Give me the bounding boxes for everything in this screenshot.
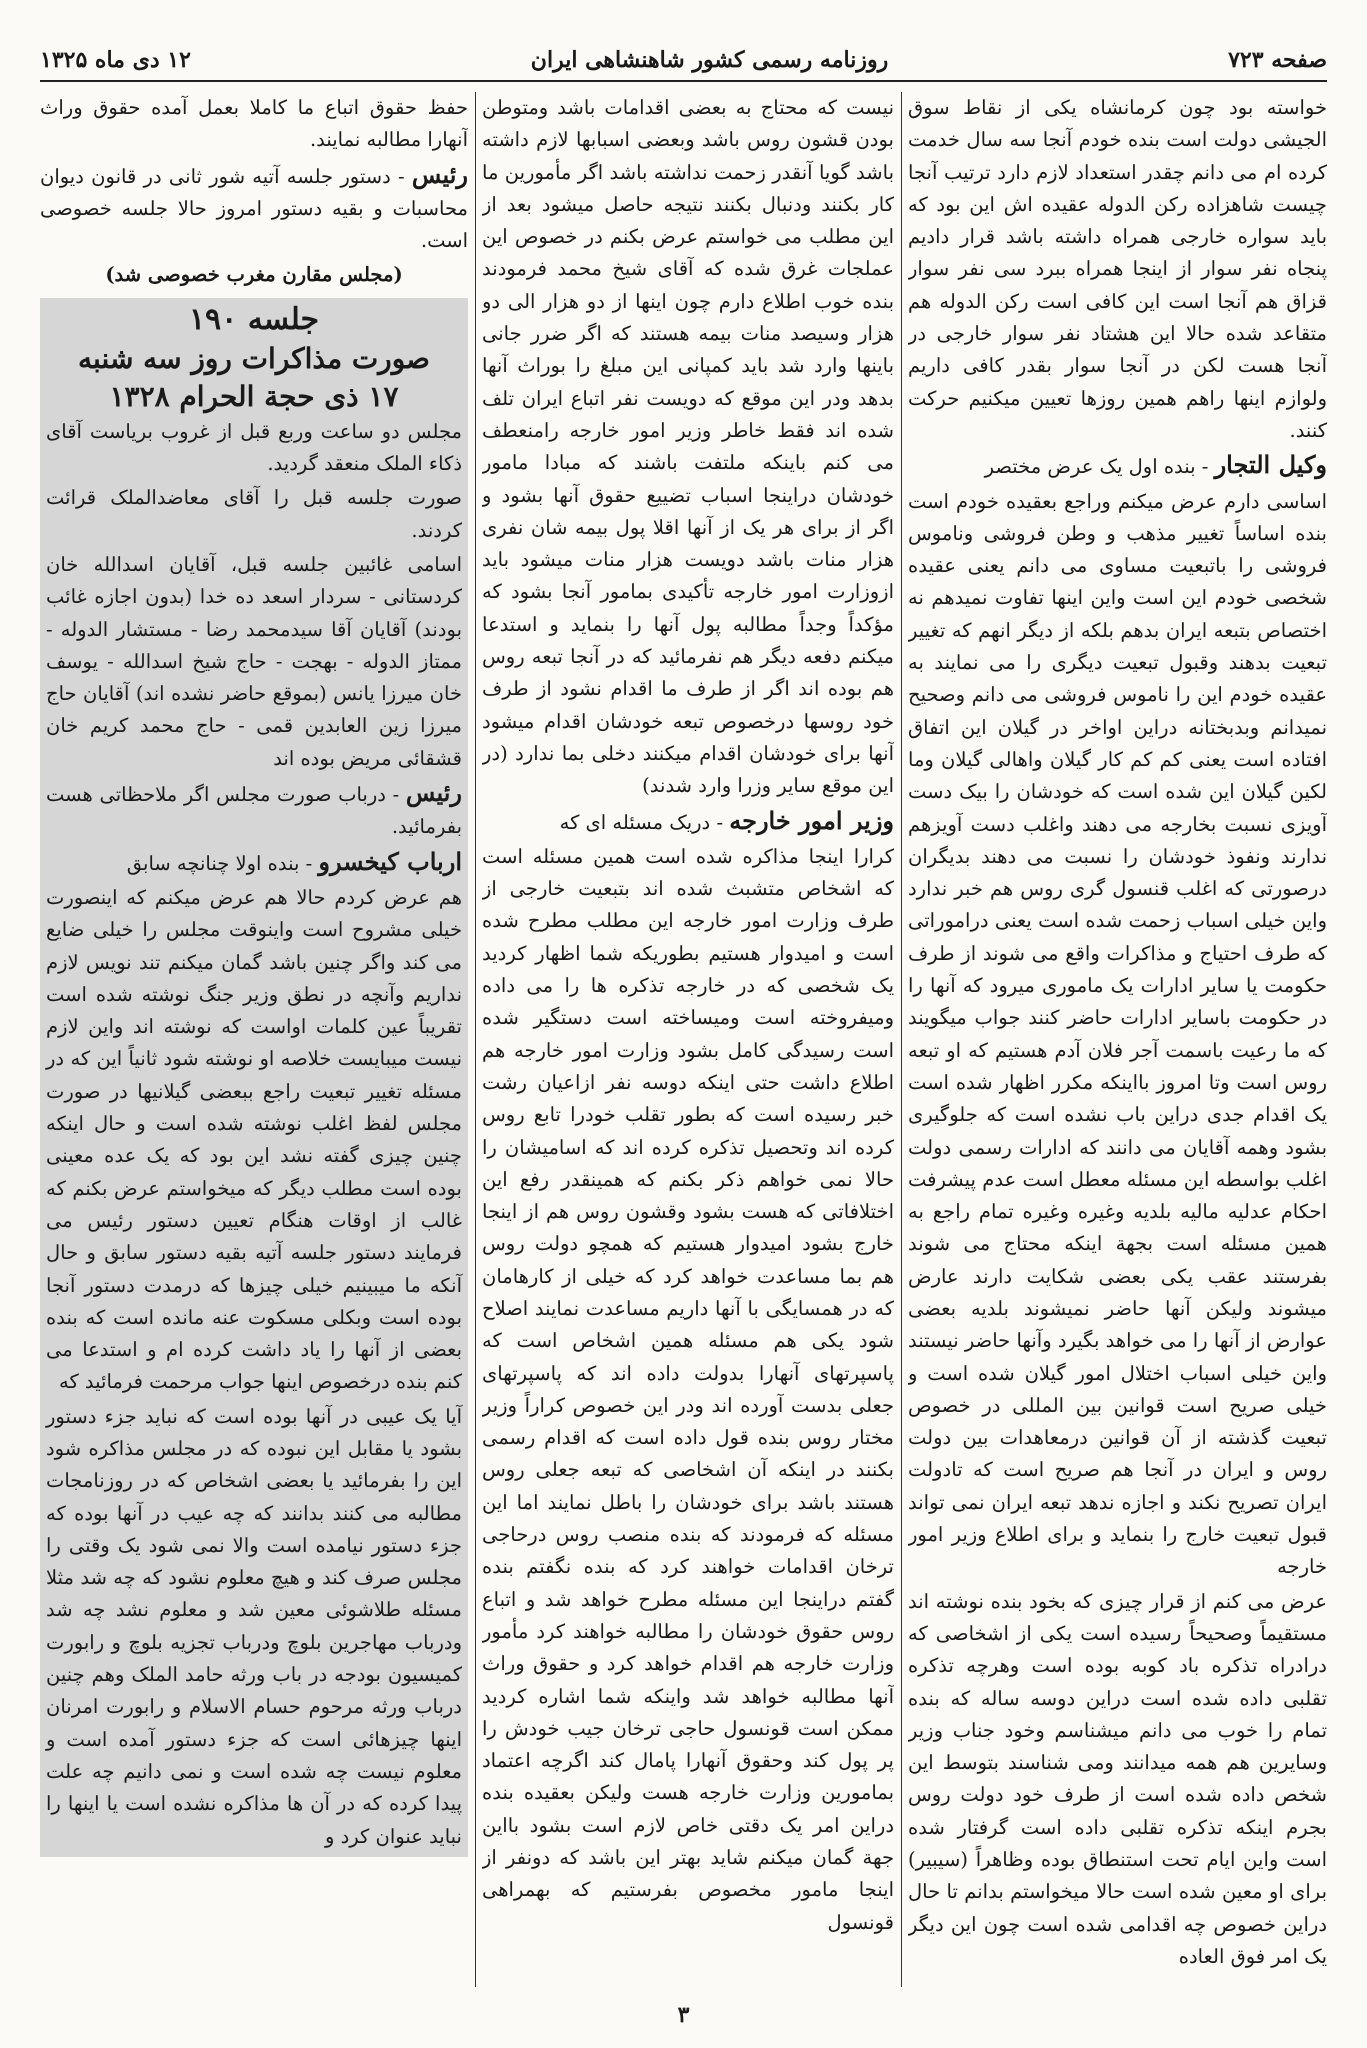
speaker-name: ارباب کیخسرو: [318, 846, 462, 876]
paragraph: مجلس دو ساعت وربع قبل از غروب بریاست آقای ذکاء الملک منعقد گردید.: [46, 419, 462, 476]
paragraph: اسامی غائبین جلسه قبل، آقایان اسدالله خان کردستانی - سردار اسعد ده خدا (بدون اجازه غائب بودند) آقایان آقا سیدمحمد رضا - مستشار الدوله - ممتاز الدوله - بهجت - حاج شیخ اسدالله - یوسف خان میرزا یانس (بموقع حاضر نشده اند) آقایان حاج میرزا زین العابدین قمی - حاج محمد کریم خان قشقائی مریض بوده اند: [46, 552, 462, 770]
speaker-text: - دستور جلسه آتیه شور ثانی در قانون دیوان محاسبات و بقیه دستور امروز حالا جلسه خصوصی است.: [40, 164, 468, 253]
speaker-paragraph: [46, 777, 462, 844]
speaker-text: - درباب صورت مجلس اگر ملاحظاتی هست بفرمائید.: [46, 783, 462, 839]
speaker-lead: - دریک مسئله ای که: [559, 810, 724, 834]
newspaper-title: روزنامه رسمی کشور شاهنشاهی ایران: [530, 47, 889, 73]
speaker-name: وکیل التجار: [1214, 450, 1327, 480]
paragraph: آیا یک عیبی در آنها بوده است که نباید جزء دستور بشود یا مقابل این نبوده که در مجلس مذاکره شود این را بفرمائید یا بعضی اشخاص که در روزنامجات مطالبه می کنند بدانند که چه عیب در آنها بوده که جزء دستور نیامده است والا نمی شود یک وقتی را مجلس صرف کند و هیچ معلوم نشود که چه شد مثلا مسئله طلاشوئی معین شد و معلوم نشد چه شد ودرباب مهاجرین بلوچ ودرباب تجزیه بلوچ و رابورت کمیسیون بودجه در باب ورثه حامد الملک وهم چنین درباب ورثه مرحوم حسام الاسلام و رابورت امرنان اینها چیزهائی است که جزء دستور آمده است و معلوم نیست چه شده است و نمی دانیم چه علت پیدا کرده که در آن ها مذاکره نشده است یا اینها را نباید عنوان کرد و: [46, 1404, 462, 1848]
paragraph: عرض می کنم از قرار چیزی که بخود بنده نوشته اند مستقیماً وصحیحاً رسیده است یکی از اشخاصی که درادراه تذکره باد کوبه بوده است وهرچه تذکره تقلبی داده شده است دراین دوسه ساله که بنده تمام را خوب می دانم میشناسم وخود جناب وزیر وسایرین هم همه میدانند ومی شناسند بتوسط این شخص داده شده است از طرف خود دولت روس بجرم اینکه تذکره تقلبی داده است گرفتار شده است واین ایام تحت استنطاق بوده وظاهراً (سیبیر) برای او معین شده است حالا میخواستم بدانم تا حال دراین خصوص چه اقدامی شده است چون این دیگر یک امر فوق العاده: [908, 1589, 1327, 1968]
page-header: [40, 40, 1327, 82]
session-subtitle: صورت مذاکرات روز سه شنبه: [78, 341, 430, 375]
speaker-paragraph: [46, 846, 462, 880]
column-left: [40, 92, 468, 1992]
speaker-lead: - بنده اولا چنانچه سابق: [126, 851, 313, 875]
speaker-paragraph: [908, 449, 1327, 483]
paragraph: خواسته بود چون کرمانشاه یکی از نقاط سوق الجیشی دولت است بنده خودم آنجا سه سال خدمت کرده ام می دانم چقدر استعداد لازم دارد ترتیب آنجا چیست شاهزاده رکن الدوله عقیده اش این بود که باید سواره خارجی همراه داشته باشد قرار دادیم پنجاه نفر سوار از اینجا همراه ببرد سی نفر سوار قزاق هم آنجا است این کافی است رکن الدوله هم متقاعد شده حالا این هشتاد نفر سوار خارجی در آنجا هست لکن در آنجا سوار بقدر کافی داریم ولوازم اینها راهم همین روزها تعیین میکنیم حرکت کنند.: [908, 96, 1327, 442]
paragraph: حفظ حقوق اتباع ما کاملا بعمل آمده حقوق وراث آنهارا مطالبه نمایند.: [40, 96, 468, 152]
paragraph: کرارا اینجا مذاکره شده است همین مسئله است که اشخاص متشبث شده اند بتبعیت خارجی از طرف وزارت امور خارجه این مطلب مطرح شده است و امیدوار هستیم بطوریکه شما اظهار کردید یک شخصی که در خارجه تذکره ها را می داده ومیفروخته است ومیساخته است دستگیر شده است رسیدگی کامل بشود وزارت امور خارجه هم اطلاع داشت حتی اینکه دوسه نفر ازاعیان رشت خبر رسیده است که بطور تقلب خودرا تابع روس کرده اند وتحصیل تذکره کرده اند که اسامیشان را حالا نمی خواهم ذکر بکنم که همینقدر رفع این اختلافاتی که هست بشود وقشون روس هم از اینجا خارج بشود امیدوار هستیم که همچو دولت روس هم بما مساعدت خواهد کرد که خیلی از کارهامان که در همسایگی با آنها داریم مساعدت نمایند اصلاح شود یکی هم مسئله همین اشخاص است که پاسپرتهای آنهارا بدولت داده اند که پاسپرتهای جعلی بدست آورده اند ودر این خصوص کراراً وزیر مختار روس بنده قول داده است که اقدام رسمی بکنند در اینکه آن اشخاصی که تبعه جعلی روس هستند باشد برای خودشان را باطل نمایند اما این مسئله که فرمودند که بنده منصب روس درحاجی ترخان اقدامات خواهند کرد که بنده نگفتم بنده گفتم دراینجا این مسئله مطرح خواهد شد و اتباع روس حقوق خودشان را مطالبه خواهند کرد مأمور وزارت خارجه هم اقدام خواهد کرد و حقوق وراث آنها مطالبه خواهد شد واینکه شما اشاره کردید ممکن است قونسول حاجی ترخان جیب خودش را پر پول کند وحقوق آنهارا پامال کند اگرچه اعتماد بمامورین وزارت خارجه هست ولیکن بعقیده بنده دراین امر یک دقتی خاص لازم است بشود بااین جهة گمان میکنم شاید بهتر این باشد که دونفر از اینجا مامور مخصوص بفرستیم که بهمراهی قونسول: [482, 844, 894, 1934]
speaker-paragraph: [40, 159, 468, 258]
speaker-name: وزیر امور خارجه: [729, 805, 894, 835]
speaker-name: رئیس: [411, 159, 468, 189]
session-box: [40, 298, 468, 1857]
adjourn-note: (مجلس مقارن مغرب خصوصی شد): [105, 263, 403, 287]
paragraph: اساسی دارم عرض میکنم وراجع بعقیده خودم است بنده اساساً تغییر مذهب و وطن فروشی وناموس فروشی را باتبعیت مساوی می دانم یعنی عقیده شخصی خودم این است واین اینها تفاوت نمیدهم نه اختصاص بتبعه ایران بدهم بلکه از دیگر انهم که تغییر تبعیت بدهند وقبول تبعیت دیگری را می نمایند به عقیده خودم این را ناموس فروشی می دانم وصحیح نمیدانم وبدبختانه دراین اواخر در گیلان این اتفاق افتاده است یعنی کم کم کار گیلان واهالی گیلان وما لکین گیلان این شده است که خودشان را بیک دست آویزی نسبت بخارجه می دهند واغلب دست آویزهم ندارند ونفوذ خودشان را نسبت می دهند بدیگران درصورتی که اغلب قنسول گری روس هم خبر ندارد واین خیلی اسباب زحمت شده است یعنی دراموراتی که طرف احتیاج و مذاکرات واقع می شوند از طرف حکومت یا سایر ادارات یک ماموری میرود که آنها را در حکومت باسایر ادارات حاضر کنند جواب میگویند که ما رعیت باسمت آجر فلان آدم هستیم که او تبعه روس است وتا امروز بااینکه مکرر اظهار شده است یک اقدام جدی دراین باب نشده است که جلوگیری بشود وهمه آقایان می دانند که ادارات رسمی دولت اغلب بواسطه این مسئله معطل است عدم پیشرفت احکام عدلیه مالیه بلدیه وغیره وغیره تمام راجع به همین مسئله است بجهة اینکه محتاج می شوند بفرستند عقب یکی بعضی شکایت دارند عارض میشوند ولیکن آنها حاضر نمیشوند بلدیه بعضی عوارض از آنها را می خواهد بگیرد وآنها حاضر نیستند واین خیلی اسباب اختلال امور گیلان شده است و خیلی صریح است قوانین بین المللی در خصوص تبعیت گذشته از آن قوانین درمعاهدات بین دولت روس و ایران در آنجا هم صریح است که تادولت ایران تصریح نکند و اجازه ندهد تبعه ایران نمی تواند قبول تبعیت خارج را بنماید و برای اطلاع وزیر امور خارجه: [908, 489, 1327, 1579]
speaker-name: رئیس: [405, 778, 462, 808]
newspaper-page: [40, 40, 1327, 2030]
page-number: ۳: [677, 2002, 690, 2028]
speaker-paragraph: [482, 805, 894, 839]
speaker-lead: - بنده اول یک عرض مختصر: [984, 455, 1209, 479]
session-title: جلسه ۱۹۰: [188, 301, 320, 337]
issue-date: ۱۲ دی ماه ۱۳۲۵: [40, 47, 191, 73]
column-right: [908, 92, 1327, 1992]
paragraph: صورت جلسه قبل را آقای معاضدالملک قرائت کردند.: [46, 486, 462, 542]
paragraph: نیست که محتاج به بعضی اقدامات باشد ومتوطن بودن قشون روس باشد وبعضی اسبابها لازم داشته باشد گویا آنقدر زحمت نداشته باشد اگر مأمورین ما کار بکنند ودنبال بکنند نتیجه حاصل میشود بعد از این مطلب می خواستم عرض بکنم در خصوص این عملجات غرق شده که آقای شیخ محمد فرمودند بنده خوب اطلاع دارم چون اینها از دو هزار الی دو هزار وسیصد منات بیمه هستند که اگر ضرر جانی باینها وارد شد باید کمپانی این مبلغ را بوراث آنها بدهد ودر این موقع که دویست نفر اتباع ایران تلف شده اند فقط خاطر وزیر امور خارجه رامنعطف می کنم باینکه ملتفت باشند که مبادا مامور خودشان دراینجا اسباب تضییع حقوق آنها بشود و اگر از برای هر یک از آنها اقلا پول بیمه شان نفری هزار منات باشد دویست هزار منات میشود باید ازوزارت امور خارجه تأکیدی بمامور آنجا بشود که مؤکداً وجداً مطالبه پول آنها را بنماید و استدعا میکنم دفعه دیگر هم نفرمائید که در آنجا تبعه روس هم بوده اند اگر از طرف ما اقدام نشود از طرف خود روسها درخصوص تبعه خودشان اقدام میشود آنها برای خودشان اقدام میکنند دخلی بما ندارد (در این موقع سایر وزرا وارد شدند): [482, 96, 894, 798]
session-date: ۱۷ ذی حجة الحرام ۱۳۲۸: [109, 379, 399, 413]
column-divider: [901, 92, 902, 1987]
column-divider: [475, 92, 476, 1987]
column-middle: [482, 92, 894, 1992]
page-label: صفحه ۷۲۳: [1228, 47, 1327, 73]
paragraph: هم عرض کردم حالا هم عرض میکنم که اینصورت خیلی مشروح است واینوقت مجلس را خیلی ضایع می کند واگر چنین باشد گمان میکنم تند نویس لازم نداریم وآنچه در نطق وزیر جنگ نوشته شده است تقریباً عین کلمات اواست که نوشته اند واین لازم نیست میبایست خلاصه او نوشته شود ثانیاً این که در مسئله تغییر تبعیت راجع ببعضی گیلانیها در صورت مجلس لفظ اغلب نوشته شده است و حال اینکه چنین چیزی گفته نشد این بود که یک عده معینی بوده است مطلب دیگر که میخواستم عرض بکنم که غالب از اوقات هنگام تعیین دستور رئیس می فرمایند دستور جلسه آتیه بقیه دستور سابق و حال آنکه ما میبینیم خیلی چیزها که درمدت دستور آنجا بوده است وبکلی مسکوت عنه مانده است که بنده بعضی از آنها را یاد داشت کرده ام و استدعا می کنم بنده درخصوص اینها جواب مرحمت فرمائید که: [46, 885, 462, 1394]
